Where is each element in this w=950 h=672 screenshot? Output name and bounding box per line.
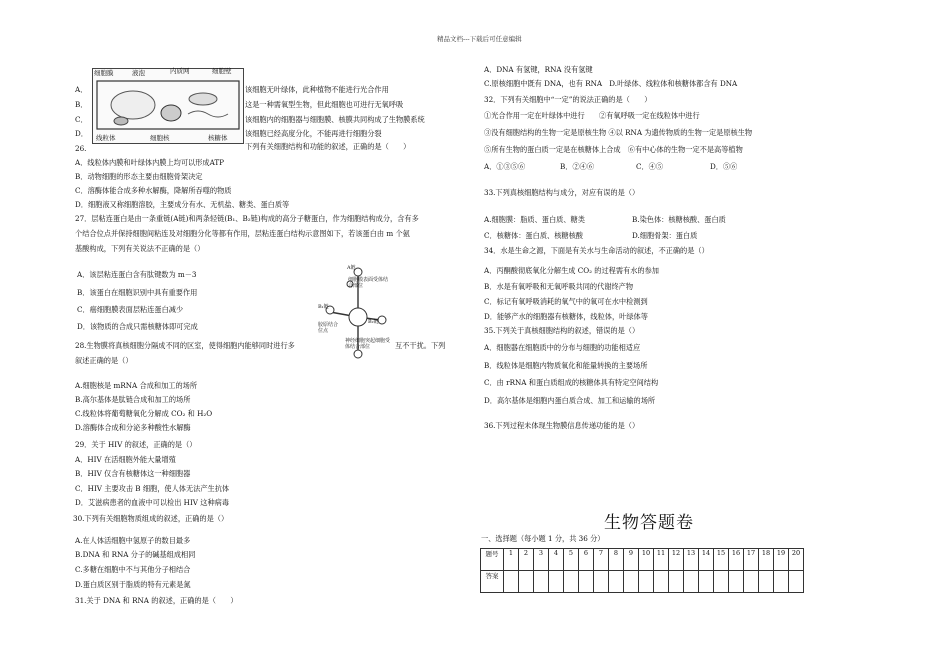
question-28: 互不干扰。下列 — [395, 341, 446, 350]
table-cell: 2 — [519, 549, 534, 571]
question-30: 30.下列有关细胞物质组成的叙述，正确的是（） — [73, 514, 229, 523]
fig-label-neuron: 神经细胞突起细胞受体结合部位 — [345, 338, 391, 350]
label-cell-membrane: 细胞膜 — [94, 69, 114, 77]
fig-label-b1-chain: B₁链 — [318, 304, 329, 310]
option-text: B.高尔基体是肽链合成和加工的场所 — [75, 395, 191, 404]
label-ribosome: 核糖体 — [208, 134, 228, 142]
table-cell: 11 — [654, 549, 669, 571]
option-text: A．丙酮酸彻底氧化分解生成 CO₂ 的过程需有水的参加 — [484, 266, 659, 275]
option-text: B.染色体：核糖核酸、蛋白质 — [632, 215, 726, 224]
answer-table — [480, 548, 804, 593]
option-text: B．水是有氧呼吸和无氧呼吸共同的代谢终产物 — [484, 282, 634, 291]
option-text: C．溶酶体能合成多种水解酶，降解所吞噬的物质 — [75, 186, 232, 195]
answer-sheet-title: 生物答题卷 — [604, 513, 694, 533]
section-heading: 一、选择题（每小题 1 分，共 36 分） — [481, 534, 605, 543]
option-text: 该细胞已经高度分化，不能再进行细胞分裂 — [245, 129, 382, 138]
answer-cell[interactable] — [654, 571, 669, 593]
fig-label-receptor: 细胞膜表面受体结合部位 — [348, 277, 389, 289]
option-text: B．HIV 仅含有核糖体这一种细胞器 — [75, 469, 191, 478]
table-cell: 4 — [549, 549, 564, 571]
table-row — [481, 549, 804, 571]
fig-label-b2-chain: B₂链 — [368, 319, 379, 325]
question-36: 36.下列过程未体现生物膜信息传递功能的是（） — [484, 421, 640, 430]
option-letter: B． — [75, 100, 88, 109]
row-label: 题号 — [481, 549, 504, 571]
option-text: A．HIV 在活细胞外能大量增殖 — [75, 455, 176, 464]
label-nucleus: 细胞核 — [150, 134, 170, 142]
question-34: 34．水是生命之源，下面是有关水与生命活动的叙述，不正确的是（） — [484, 246, 709, 255]
statement: ③没有细胞结构的生物一定是原核生物 ④以 RNA 为遗传物质的生物一定是原核生物 — [484, 128, 753, 137]
option-text: C．标记有氧呼吸消耗的氧气中的氧可在水中检测到 — [484, 297, 648, 306]
option-text: A.细胞核是 mRNA 合成和加工的场所 — [75, 381, 198, 390]
page-header: 精品文档---下载后可任意编辑 — [437, 35, 522, 43]
option-text: D.溶酶体合成和分泌多种酸性水解酶 — [75, 423, 191, 432]
option-text: C.多糖在细胞中不与其他分子相结合 — [75, 565, 191, 574]
option-text: D．艾滋病患者的血液中可以检出 HIV 这种病毒 — [75, 498, 230, 507]
option-text: C．④⑤ — [636, 162, 664, 171]
answer-cell[interactable] — [519, 571, 534, 593]
answer-cell[interactable] — [504, 571, 519, 593]
fig-label-a-chain: A链 — [347, 265, 356, 271]
label-cell-wall: 细胞壁 — [212, 67, 232, 75]
answer-cell[interactable] — [789, 571, 804, 593]
answer-cell[interactable] — [684, 571, 699, 593]
statement: ⑤所有生物的蛋白质一定是在核糖体上合成 ⑥有中心体的生物一定不是高等植物 — [484, 145, 743, 154]
option-text: 该细胞内的细胞器与细胞膜、核膜共同构成了生物膜系统 — [245, 115, 425, 124]
option-text: D.蛋白质区别于脂质的特有元素是氮 — [75, 580, 191, 589]
question-26: 下列有关细胞结构和功能的叙述，正确的是（ ） — [245, 142, 411, 151]
statement: ①光合作用一定在叶绿体中进行 ②有氧呼吸一定在线粒体中进行 — [484, 111, 700, 120]
table-cell: 10 — [639, 549, 654, 571]
table-row — [481, 571, 804, 593]
table-cell: 15 — [714, 549, 729, 571]
table-cell: 13 — [684, 549, 699, 571]
table-cell: 19 — [774, 549, 789, 571]
option-text: A．①③⑤⑥ — [484, 162, 526, 171]
option-text: B．该蛋白在细胞识别中具有重要作用 — [77, 288, 198, 297]
answer-cell[interactable] — [534, 571, 549, 593]
option-letter: C． — [75, 115, 88, 124]
answer-cell[interactable] — [624, 571, 639, 593]
option-text: D．细胞液又称细胞溶胶，主要成分有水、无机盐、糖类、蛋白质等 — [75, 200, 290, 209]
table-cell: 3 — [534, 549, 549, 571]
question-28: 28.生物膜将真核细胞分隔成不同的区室，使得细胞内能够同时进行多 — [75, 341, 295, 350]
option-text: B．②④⑥ — [560, 162, 595, 171]
answer-cell[interactable] — [744, 571, 759, 593]
table-cell: 16 — [729, 549, 744, 571]
question-27: 基酸构成，下列有关说法不正确的是（） — [75, 244, 205, 253]
label-er: 内质网 — [170, 67, 190, 75]
option-letter: D． — [75, 129, 88, 138]
answer-cell[interactable] — [714, 571, 729, 593]
plant-cell-diagram — [93, 69, 243, 143]
option-text: D.细胞骨架：蛋白质 — [632, 231, 698, 240]
option-text: C．核糖体：蛋白质、核糖核酸 — [484, 231, 583, 240]
answer-cell[interactable] — [549, 571, 564, 593]
answer-cell[interactable] — [729, 571, 744, 593]
question-33: 33.下列真核细胞结构与成分，对应有误的是（） — [484, 188, 640, 197]
option-text: D．⑤⑥ — [710, 162, 738, 171]
answer-cell[interactable] — [579, 571, 594, 593]
question-31: 31.关于 DNA 和 RNA 的叙述，正确的是（ ） — [75, 596, 238, 605]
question-35: 35.下列关于真核细胞结构的叙述，错误的是（） — [484, 326, 640, 335]
option-text: A．细胞器在细胞质中的分布与细胞的功能相适应 — [484, 343, 641, 352]
option-text: C．HIV 主要攻击 B 细胞，使人体无法产生抗体 — [75, 484, 230, 493]
option-text: D．该物质的合成只需核糖体即可完成 — [77, 322, 198, 331]
option-text: C.线粒体将葡萄糖氧化分解成 CO₂ 和 H₂O — [75, 409, 213, 418]
answer-cell[interactable] — [609, 571, 624, 593]
table-cell: 1 — [504, 549, 519, 571]
option-text: D．能够产水的细胞器有核糖体，线粒体，叶绿体等 — [484, 312, 648, 321]
question-27: 个结合位点并保持细胞间粘连及对细胞分化等都有作用，层粘连蛋白结构示意图如下，若该蛋白由 m 个氨 — [75, 229, 410, 238]
question-27: 27．层粘连蛋白是由一条重链(A链)和两条轻链(B₁、B₂链)构成的高分子糖蛋白，作为细胞结构成分，含有多 — [75, 214, 419, 223]
option-text: B.DNA 和 RNA 分子的碱基组成相同 — [75, 550, 196, 559]
table-cell: 17 — [744, 549, 759, 571]
question-28: 叙述正确的是（） — [75, 356, 133, 365]
table-cell: 8 — [609, 549, 624, 571]
table-cell: 9 — [624, 549, 639, 571]
answer-cell[interactable] — [669, 571, 684, 593]
answer-cell[interactable] — [699, 571, 714, 593]
table-cell: 18 — [759, 549, 774, 571]
option-text: A．线粒体内膜和叶绿体内膜上均可以形成ATP — [75, 158, 224, 167]
option-letter: A． — [75, 85, 88, 94]
option-text: A.在人体活细胞中氢原子的数目最多 — [75, 536, 191, 545]
option-text: B．动物细胞的形态主要由细胞骨架决定 — [75, 172, 203, 181]
option-text: C．由 rRNA 和蛋白质组成的核糖体具有特定空间结构 — [484, 378, 659, 387]
answer-cell[interactable] — [594, 571, 609, 593]
table-cell: 20 — [789, 549, 804, 571]
label-vacuole: 液泡 — [132, 69, 145, 77]
option-text: C．癌细胞膜表面层粘连蛋白减少 — [77, 305, 184, 314]
fig-label-collagen: 胶原结合位点 — [318, 322, 339, 334]
option-text: C.原核细胞中既有 DNA，也有 RNA D.叶绿体、线粒体和核糖体都含有 DNA — [484, 79, 738, 88]
table-cell: 6 — [579, 549, 594, 571]
answer-cell[interactable] — [759, 571, 774, 593]
option-text: 这是一种需氧型生物，但此细胞也可进行无氧呼吸 — [245, 100, 404, 109]
answer-cell[interactable] — [564, 571, 579, 593]
answer-cell[interactable] — [774, 571, 789, 593]
question-29: 29．关于 HIV 的叙述，正确的是（） — [75, 440, 197, 449]
option-text: D．高尔基体是细胞内蛋白质合成、加工和运输的场所 — [484, 396, 656, 405]
table-cell: 12 — [669, 549, 684, 571]
option-text: 该细胞无叶绿体，此种植物不能进行光合作用 — [245, 85, 389, 94]
table-cell: 5 — [564, 549, 579, 571]
answer-cell[interactable] — [639, 571, 654, 593]
option-text: A．该层粘连蛋白含有肽键数为 m－3 — [77, 270, 197, 279]
option-text: A.细胞膜：脂质、蛋白质、糖类 — [484, 215, 585, 224]
row-label: 答案 — [481, 571, 504, 593]
option-text: A．DNA 有氢键，RNA 没有氢键 — [484, 65, 593, 74]
table-cell: 7 — [594, 549, 609, 571]
question-32: 32．下列有关细胞中“一定”的说法正确的是（ ） — [484, 95, 652, 104]
label-mitochondria: 线粒体 — [96, 134, 116, 142]
question-number: 26. — [75, 144, 87, 153]
table-cell: 14 — [699, 549, 714, 571]
option-text: B．线粒体是细胞内物质氧化和能量转换的主要场所 — [484, 361, 648, 370]
